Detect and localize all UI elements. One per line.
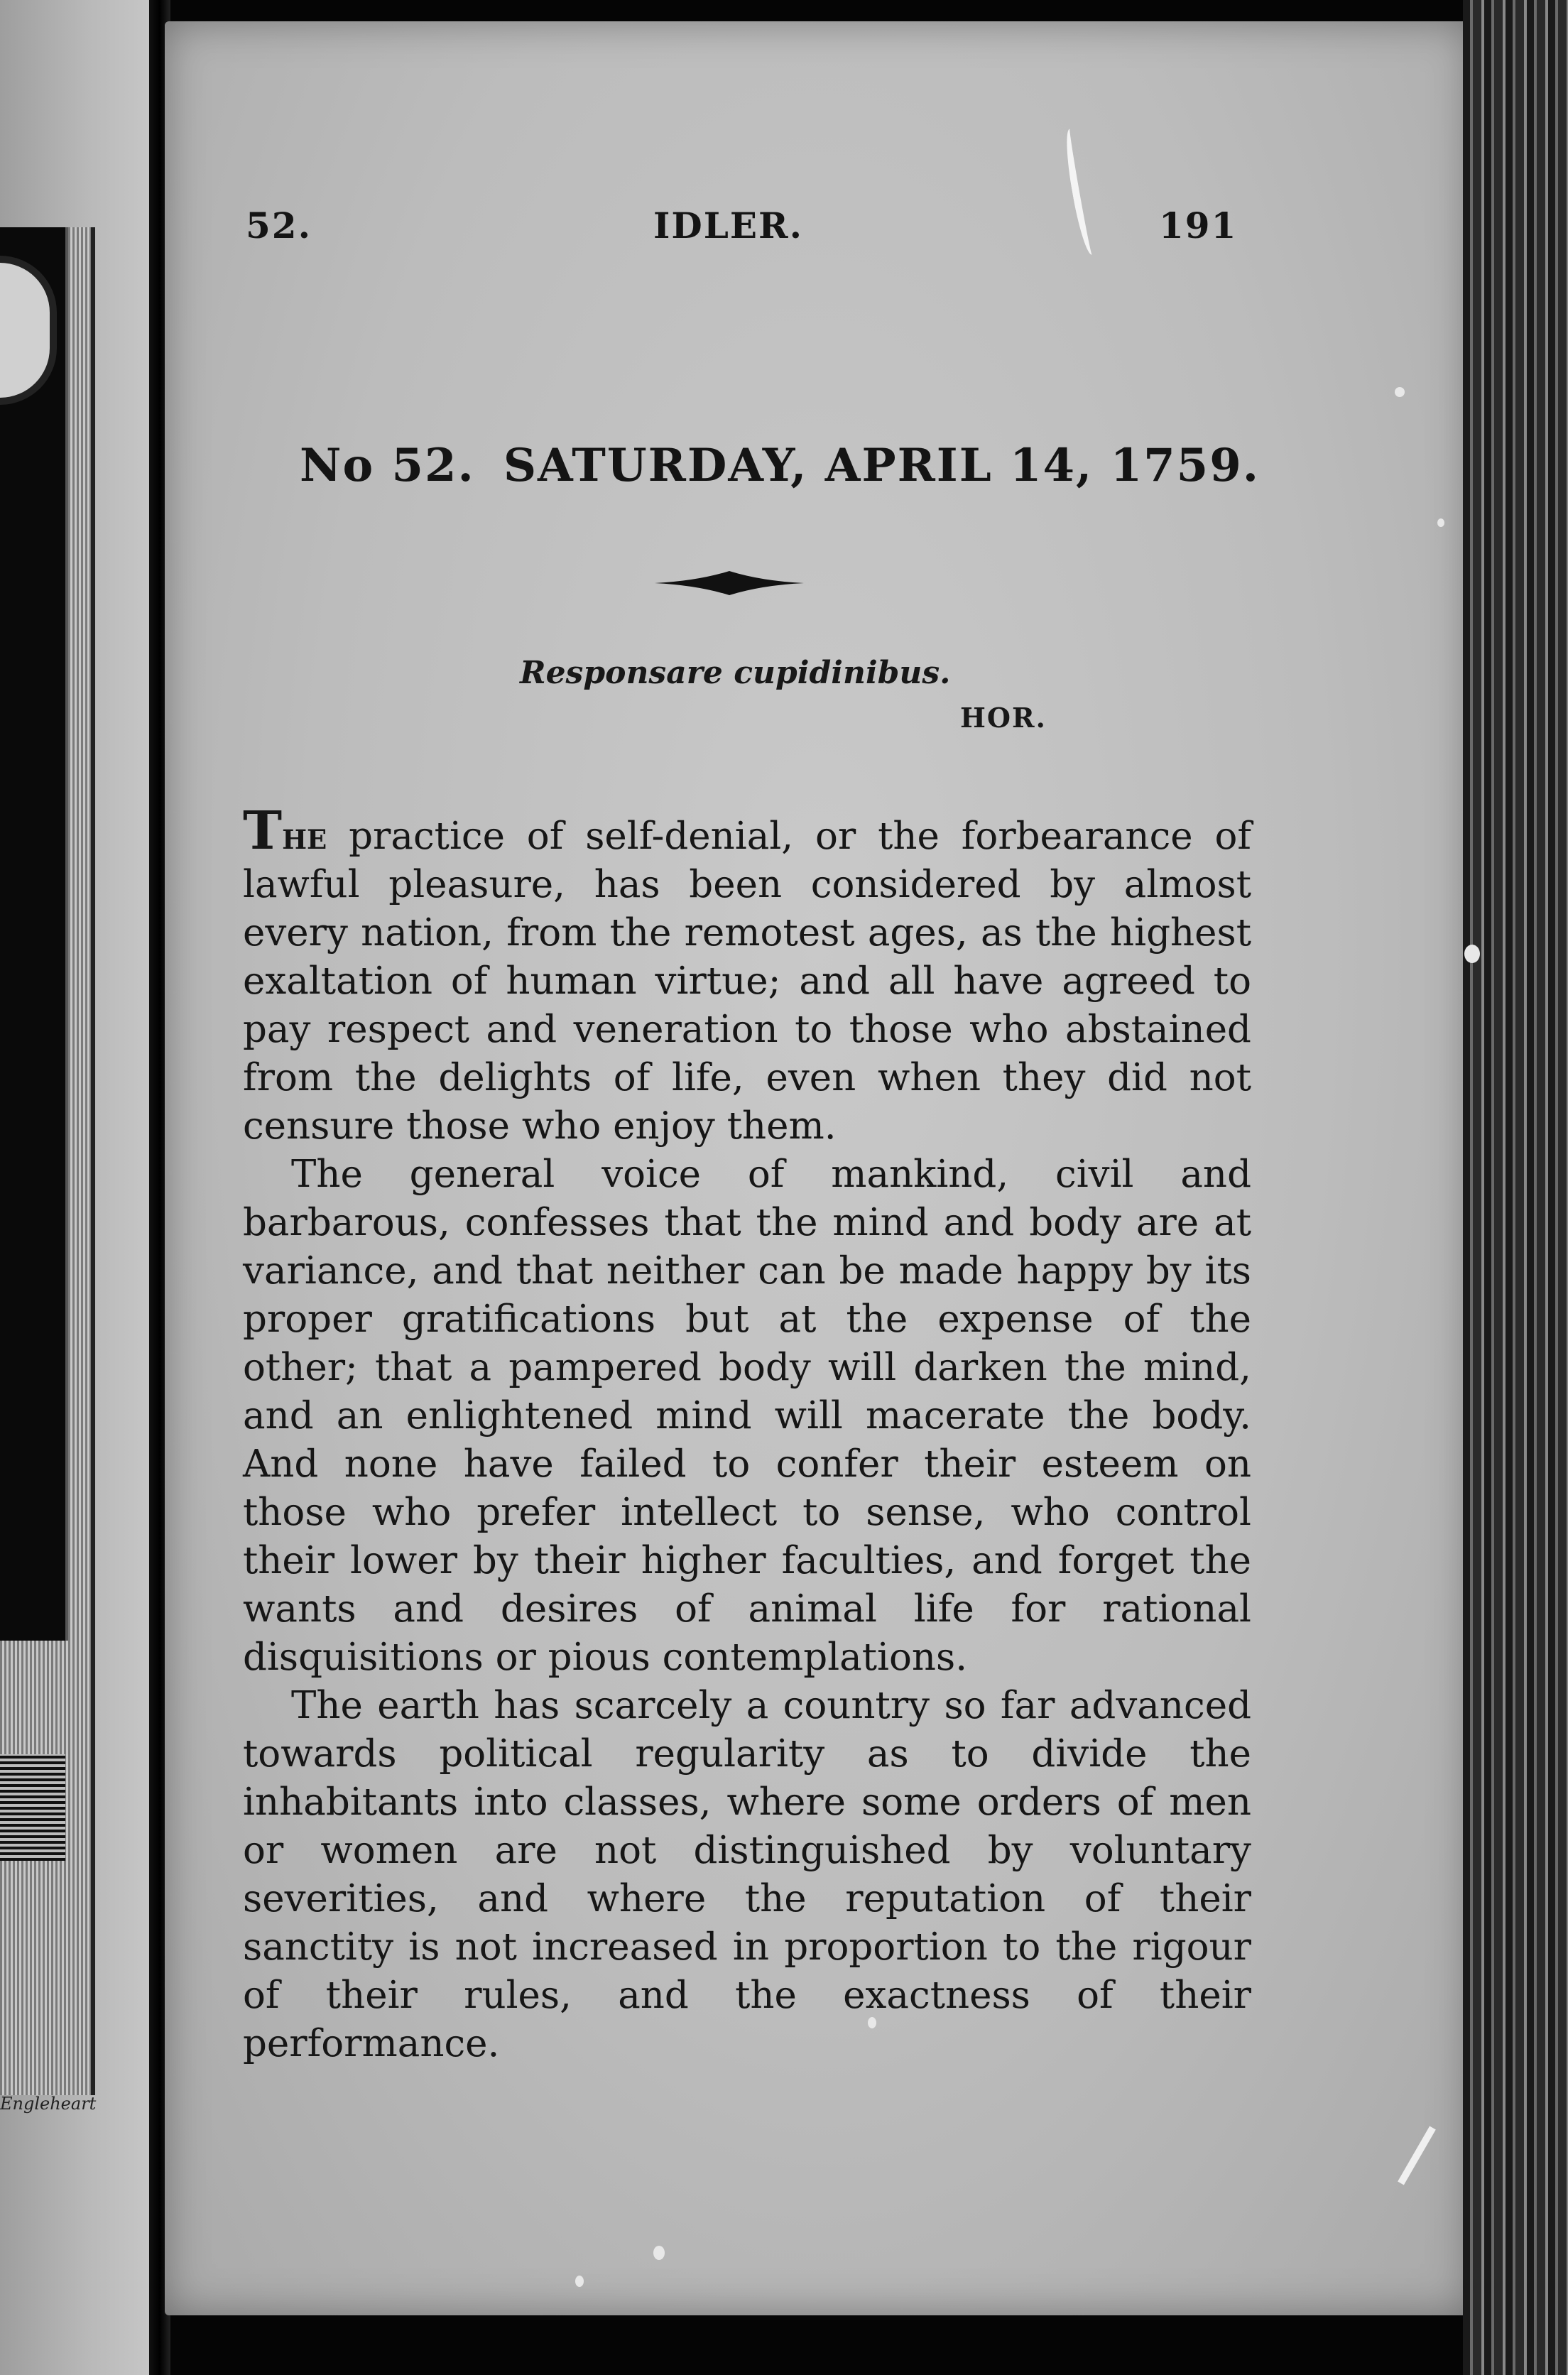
issue-heading	[300, 439, 1336, 492]
dust-speck	[1437, 518, 1444, 527]
facing-page	[0, 0, 149, 2375]
ornament-rule-icon	[655, 571, 804, 595]
paragraph-3: The earth has scarcely a country so far advanced towards political regularity as to divide the inhabitants into classes, where some orders of men or women are not distinguished by voluntary severities, and where the reputation of their sanctity is not increased in proportion to the rigour of their rules, and the exactness of their performance.	[243, 1684, 1251, 2065]
book-page	[165, 21, 1471, 2315]
paragraph-2: The general voice of mankind, civil and barbarous, confesses that the mind and body are at variance, and that neither can be made happy by its proper gratifications but at the expense of the other; that a pampered body will darken the mind, and an enlightened mind will macerate the body. And none have failed to confer their esteem on those who prefer intellect to sense, who control their lower by their higher faculties, and forget the wants and desires of animal life for rational disquisitions or pious contemplations.	[243, 1153, 1251, 1679]
issue-number: No 52.	[300, 439, 475, 492]
issue-date: SATURDAY, APRIL 14, 1759.	[503, 439, 1260, 492]
running-head	[165, 205, 1471, 254]
epigraph-author: HOR.	[960, 702, 1047, 734]
running-head-issue-number: 52.	[246, 205, 312, 246]
paragraph-1	[243, 800, 1251, 1151]
paragraph-1-text: practice of self-denial, or the forbearance of lawful pleasure, has been considered by almost every nation, from the remotest ages, as the highest exaltation of human virtue; and all have agreed to pay respect and veneration to those who abstained from the delights of life, even when they did not censure those who enjoy them.	[243, 815, 1251, 1148]
essay-body	[243, 800, 1251, 2068]
epigraph: Responsare cupidinibus.	[520, 655, 951, 691]
engraver-credit: Engleheart	[0, 2094, 97, 2114]
dust-speck	[575, 2276, 584, 2287]
running-head-title: IDLER.	[653, 205, 803, 246]
page-edges	[1463, 0, 1568, 2375]
dust-speck	[1395, 387, 1405, 397]
page-number: 191	[1159, 205, 1238, 246]
dust-speck	[868, 2017, 876, 2028]
engraving-hatching	[0, 1754, 65, 1861]
dust-speck	[653, 2246, 665, 2260]
dust-speck	[1464, 945, 1480, 963]
drop-cap: T	[243, 800, 283, 862]
engraving-plate	[0, 227, 68, 1641]
small-caps-opening: he	[282, 814, 327, 858]
